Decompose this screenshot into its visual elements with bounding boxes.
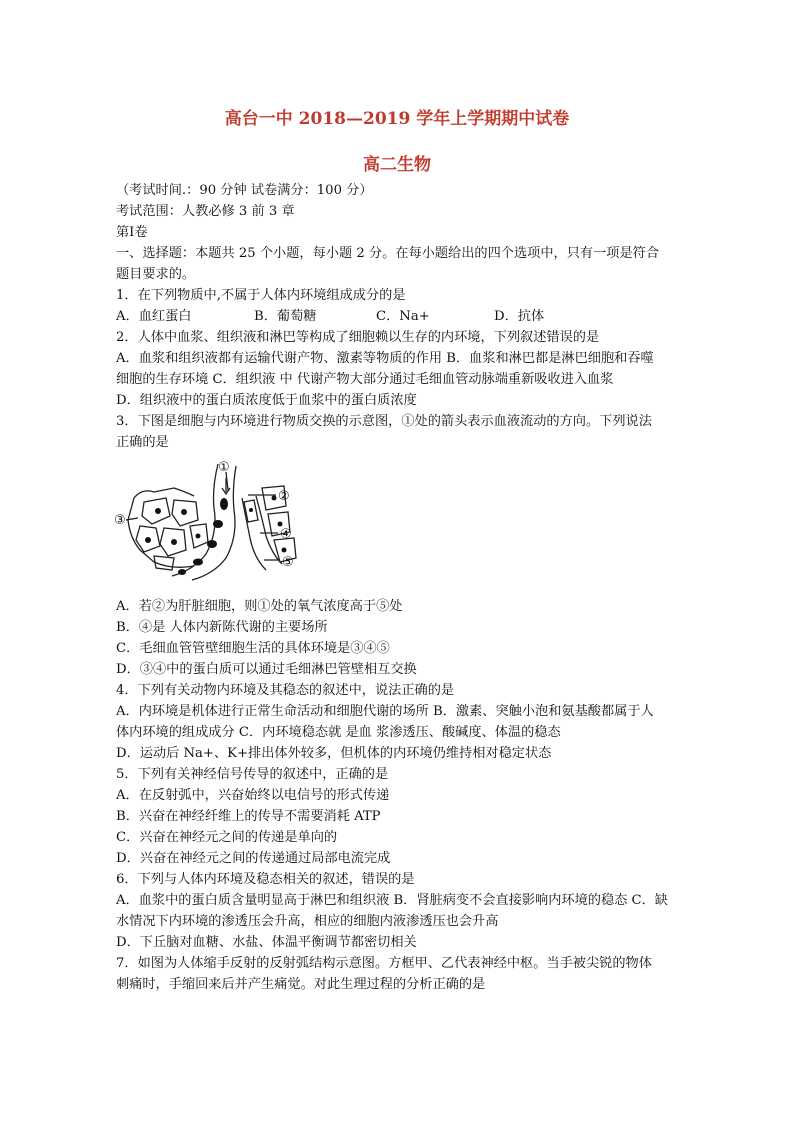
q6-line-3: D．下丘脑对血糖、水盐、体温平衡调节都密切相关 [116, 935, 417, 950]
q3-stem-1: 3．下图是细胞与内环境进行物质交换的示意图，①处的箭头表示血液流动的方向。下列说法 [116, 414, 652, 429]
section-instructions-1: 一、选择题：本题共 25 个小题，每小题 2 分。在每小题给出的四个选项中，只有一项是符合 [116, 246, 660, 261]
q5-option-c: C．兴奋在神经元之间的传递是单向的 [116, 830, 338, 845]
exam-info: （考试时间.：90 分钟 试卷满分：100 分） [116, 183, 373, 198]
label-2: ② [278, 489, 290, 504]
q6-line-2: 水情况下内环境的渗透压会升高，相应的细胞内液渗透压也会升高 [116, 914, 499, 929]
exam-title: 高台一中 2018—2019 学年上学期期中试卷 [224, 109, 570, 129]
label-3: ③ [114, 513, 126, 528]
q4-line-1: A．内环境是机体进行正常生命活动和细胞代谢的场所 B．激素、突触小泡和氨基酸都属于人 [116, 704, 654, 719]
q1-options [116, 306, 682, 327]
q2-line-3: D．组织液中的蛋白质浓度低于血浆中的蛋白质浓度 [116, 393, 417, 408]
q5-option-d: D．兴奋在神经元之间的传递通过局部电流完成 [116, 851, 391, 866]
section-instructions-2: 题目要求的。 [116, 267, 196, 282]
q5-option-a: A．在反射弧中，兴奋始终以电信号的形式传递 [116, 788, 390, 803]
q1-option-b: B．葡萄糖 [254, 309, 317, 324]
exam-scope: 考试范围：人教必修 3 前 3 章 [116, 204, 295, 219]
q1-option-c: C．Na+ [376, 309, 430, 324]
q4-line-2: 体内环境的组成成分 C．内环境稳态就 是血 浆渗透压、酸碱度、体温的稳态 [116, 725, 561, 740]
q3-option-b: B．④是 人体内新陈代谢的主要场所 [116, 620, 328, 635]
label-4: ④ [280, 527, 292, 542]
q4-line-3: D．运动后 Na+、K+排出体外较多，但机体的内环境仍维持相对稳定状态 [116, 746, 552, 761]
q4-stem: 4．下列有关动物内环境及其稳态的叙述中，说法正确的是 [116, 683, 455, 698]
q3-option-d: D．③④中的蛋白质可以通过毛细淋巴管壁相互交换 [116, 662, 417, 677]
q3-stem-2: 正确的是 [116, 435, 169, 450]
exam-subtitle: 高二生物 [363, 155, 431, 175]
q3-option-a: A．若②为肝脏细胞，则①处的氧气浓度高于⑤处 [116, 599, 403, 614]
tissue-diagram [114, 458, 304, 582]
volume-label: 第Ⅰ卷 [116, 225, 148, 240]
q7-stem-1: 7．如图为人体缩手反射的反射弧结构示意图。方框甲、乙代表神经中枢。当手被尖锐的物体 [116, 956, 652, 971]
q2-line-2: 细胞的生存环境 C．组织液 中 代谢产物大部分通过毛细血管动脉端重新吸收进入血浆 [116, 372, 614, 387]
q1-option-a: A．血红蛋白 [116, 309, 192, 324]
q3-option-c: C．毛细血管管壁细胞生活的具体环境是③④⑤ [116, 641, 390, 656]
q3-figure [114, 458, 304, 582]
q1-option-d: D．抗体 [494, 309, 545, 324]
q6-stem: 6．下列与人体内环境及稳态相关的叙述，错误的是 [116, 872, 415, 887]
q5-stem: 5．下列有关神经信号传导的叙述中，正确的是 [116, 767, 389, 782]
q6-line-1: A．血浆中的蛋白质含量明显高于淋巴和组织液 B．肾脏病变不会直接影响内环境的稳态 C．缺 [116, 893, 668, 908]
q1-stem: 1．在下列物质中,不属于人体内环境组成成分的是 [116, 288, 406, 303]
label-5: ⑤ [282, 555, 294, 570]
q2-stem: 2．人体中血浆、组织液和淋巴等构成了细胞赖以生存的内环境，下列叙述错误的是 [116, 330, 600, 345]
q2-line-1: A．血浆和组织液都有运输代谢产物、激素等物质的作用 B．血浆和淋巴都是淋巴细胞和吞噬 [116, 351, 654, 366]
q7-stem-2: 刺痛时，手缩回来后并产生痛觉。对此生理过程的分析正确的是 [116, 977, 486, 992]
q5-option-b: B．兴奋在神经纤维上的传导不需要消耗 ATP [116, 809, 381, 824]
label-1: ① [218, 460, 230, 475]
